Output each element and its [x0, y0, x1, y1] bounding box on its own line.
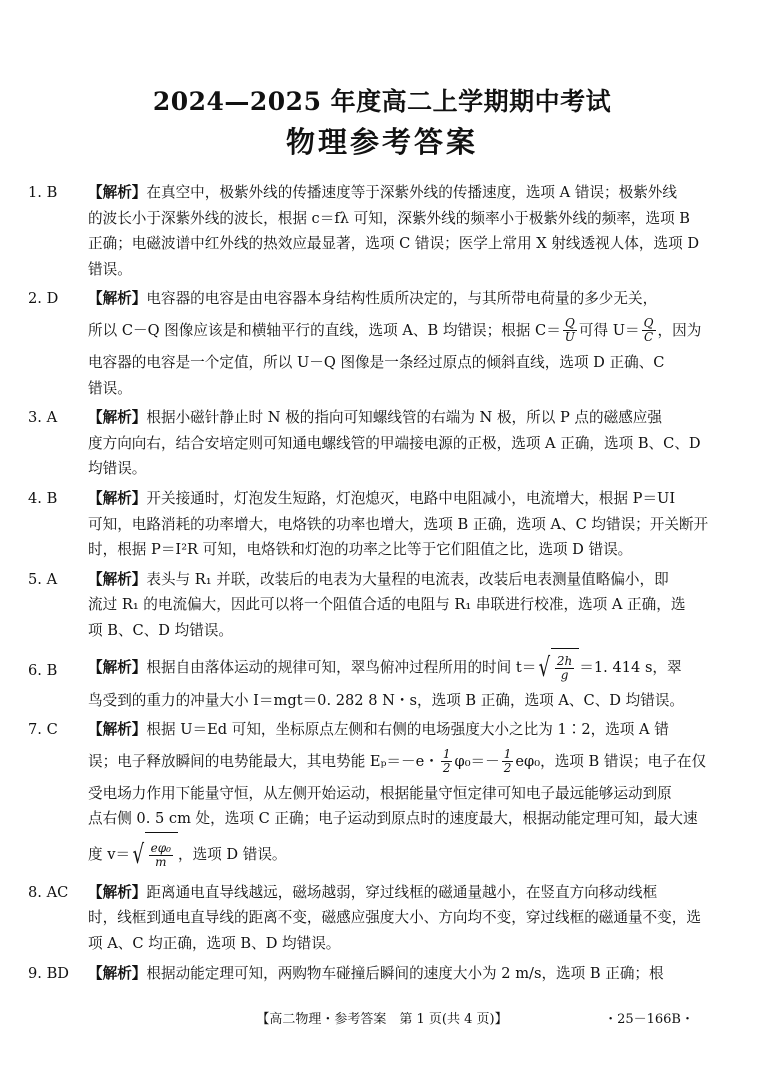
fraction: $\frac{1}{2}$ — [503, 747, 512, 776]
page-title: 2024—2025 年度高二上学期期中考试 — [152, 87, 612, 116]
analysis-tag: 【解析】 — [88, 290, 147, 308]
answer-item-9 — [28, 961, 698, 987]
text-line: 流过 R₁ 的电流偏大，因此可以将一个阻值合适的电阻与 R₁ 串联进行校准，选项 A 正确，选 — [88, 596, 686, 614]
text-segment: eφ₀，选项 B 错误；电子在仅 — [515, 752, 707, 770]
text-segment: 根据自由落体运动的规律可知，翠鸟俯冲过程所用的时间 t＝ — [146, 658, 537, 676]
square-root: √ $\frac{\text{eφ₀}}{m}$ — [130, 832, 178, 878]
footer-page-info: 【高二物理・参考答案 第 1 页(共 4 页)】 — [256, 1012, 508, 1027]
text-line: 根据小磁针静止时 N 极的指向可知螺线管的右端为 N 极，所以 P 点的磁感应强 — [146, 409, 662, 427]
answer-item-8 — [28, 880, 701, 957]
text-line: 度方向向右，结合安培定则可知通电螺线管的甲端接电源的正极，选项 A 正确，选项 B、C、D — [88, 434, 701, 452]
text-line: 项 B、C、D 均错误。 — [88, 621, 234, 639]
text-line: 根据动能定理可知，两购物车碰撞后瞬间的速度大小为 2 m/s，选项 B 正确；根 — [146, 964, 664, 982]
text-line: 可知，电路消耗的功率增大，电烙铁的功率也增大，选项 B 正确，选项 A、C 均错误；开关断开 — [88, 515, 709, 533]
text-segment: ＝1. 414 s，翠 — [579, 658, 682, 676]
answer-item-5 — [28, 567, 698, 644]
fraction: $\frac{\text{eφ₀}}{m}$ — [150, 841, 171, 870]
text-segment: φ₀＝－ — [454, 752, 500, 770]
item-number: 5. A — [28, 570, 58, 588]
text-line: 错误。 — [88, 379, 132, 397]
analysis-tag: 【解析】 — [88, 883, 147, 901]
text-segment: 度 v＝ — [88, 845, 131, 863]
answer-list — [28, 180, 709, 990]
item-number: 6. B — [28, 661, 58, 679]
text-line: 时，根据 P＝I²R 可知，电烙铁和灯泡的功率之比等于它们阻值之比，选项 D 错误。 — [88, 541, 633, 559]
item-number: 9. BD — [28, 964, 69, 982]
text-line: 点右侧 0. 5 cm 处，选项 C 正确；电子运动到原点时的速度最大，根据动能定理可知，最大速 — [88, 810, 698, 828]
text-line: 受电场力作用下能量守恒，从左侧开始运动，根据能量守恒定律可知电子最远能够运动到原 — [88, 784, 672, 802]
analysis-tag: 【解析】 — [88, 570, 147, 588]
text-line: 在真空中，极紫外线的传播速度等于深紫外线的传播速度，选项 A 错误；极紫外线 — [146, 184, 677, 201]
text-line: 项 A、C 均正确，选项 B、D 均错误。 — [88, 935, 341, 953]
fraction: $\frac{1}{2}$ — [442, 747, 451, 776]
square-root: √ $\frac{2h}{g}$ — [536, 648, 579, 688]
text-line: 时，线框到通电直导线的距离不变，磁感应强度大小、方向均不变，穿过线框的磁通量不变，选 — [88, 909, 701, 927]
text-line: 电容器的电容是由电容器本身结构性质所决定的，与其所带电荷量的多少无关， — [146, 290, 658, 308]
fraction: $\frac{2h}{g}$ — [556, 654, 573, 682]
answer-item-1 — [28, 180, 700, 282]
analysis-tag: 【解析】 — [88, 964, 147, 982]
item-number: 3. A — [28, 409, 58, 427]
analysis-tag: 【解析】 — [88, 409, 147, 427]
item-number: 1. B — [28, 184, 58, 201]
item-number: 8. AC — [28, 883, 69, 901]
text-line: 根据 U＝Ed 可知，坐标原点左侧和右侧的电场强度大小之比为 1∶2，选项 A 错 — [146, 721, 669, 739]
text-segment: 误；电子释放瞬间的电势能最大，其电势能 Eₚ＝－e・ — [88, 752, 439, 770]
item-number: 4. B — [28, 489, 58, 507]
item-number: 2. D — [28, 290, 59, 308]
text-line: 的波长小于深紫外线的波长，根据 c＝fλ 可知，深紫外线的频率小于极紫外线的频率，选项 B — [88, 209, 691, 227]
analysis-tag: 【解析】 — [88, 489, 147, 507]
answer-item-3 — [28, 405, 701, 482]
item-number: 7. C — [28, 721, 58, 739]
text-line: 表头与 R₁ 并联，改装后的电表为大量程的电流表，改装后电表测量值略偏小，即 — [146, 570, 669, 588]
text-line: 正确；电磁波谱中红外线的热效应最显著，选项 C 错误；医学上常用 X 射线透视人体，选项 D — [88, 235, 700, 253]
text-line: 距离通电直导线越远，磁场越弱，穿过线框的磁通量越小，在竖直方向移动线框 — [146, 883, 658, 901]
analysis-tag: 【解析】 — [88, 184, 147, 201]
text-segment: ，选项 D 错误。 — [177, 845, 287, 863]
answer-item-6 — [28, 648, 698, 714]
fraction: $\frac{Q}{C}$ — [643, 316, 654, 345]
text-line: 电容器的电容是一个定值，所以 U－Q 图像是一条经过原点的倾斜直线，选项 D 正确、C — [88, 353, 665, 371]
footer-code: ・25－166B・ — [604, 1012, 694, 1027]
page-subtitle: 物理参考答案 — [285, 125, 478, 159]
text-segment: 可得 U＝ — [578, 321, 640, 339]
text-line: 错误。 — [88, 260, 132, 278]
analysis-tag: 【解析】 — [88, 658, 147, 676]
text-line: 开关接通时，灯泡发生短路，灯泡熄灭，电路中电阻减小，电流增大，根据 P＝UI — [146, 489, 676, 507]
text-line: 均错误。 — [88, 460, 147, 478]
text-line: 鸟受到的重力的冲量大小 I＝mgt＝0. 282 8 N・s，选项 B 正确，选项 A、C、D 均错误。 — [88, 691, 685, 709]
answer-item-7 — [28, 717, 707, 876]
text-segment: 所以 C－Q 图像应该是和横轴平行的直线，选项 A、B 均错误；根据 C＝ — [88, 321, 561, 339]
answer-item-2 — [28, 286, 702, 401]
text-segment: ，因为 — [657, 321, 702, 339]
analysis-tag: 【解析】 — [88, 721, 147, 739]
answer-item-4 — [28, 486, 709, 563]
fraction: $\frac{Q}{U}$ — [564, 316, 575, 345]
